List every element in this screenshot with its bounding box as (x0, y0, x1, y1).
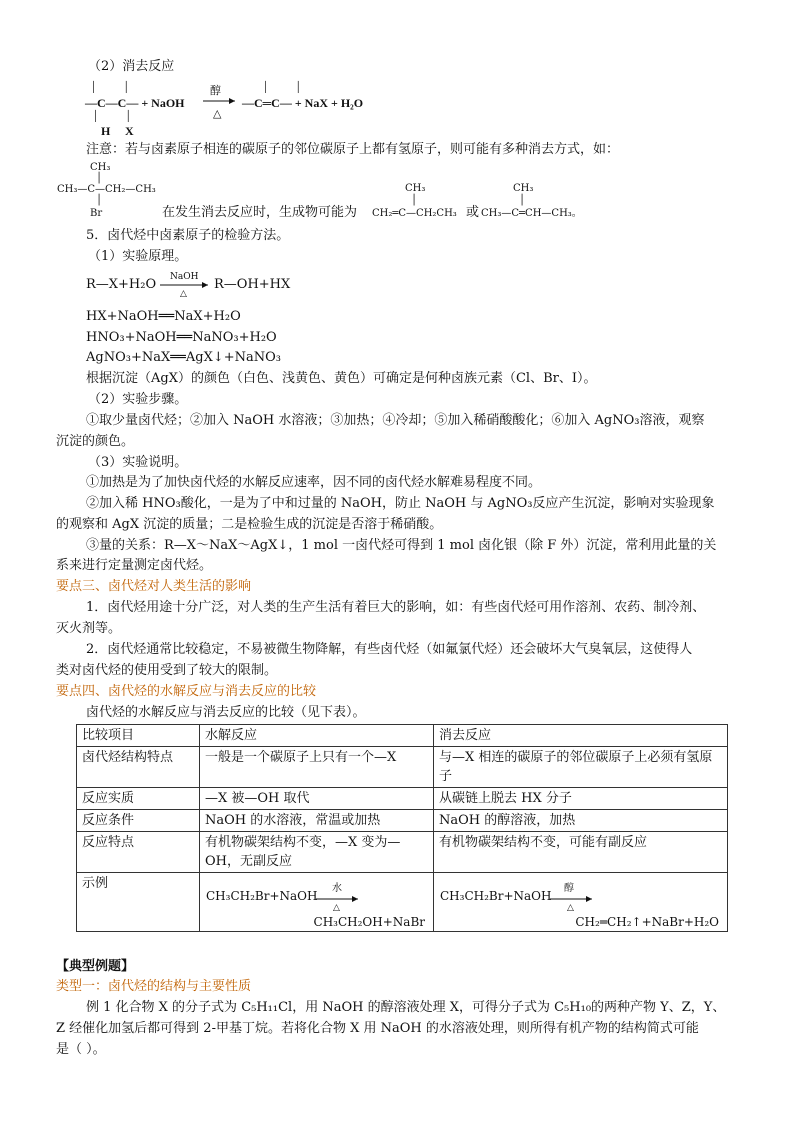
example-elimination-cell (434, 873, 728, 932)
product1-ch3: CH₃ (405, 183, 426, 194)
example-1-line1: 例 1 化合物 X 的分子式为 C₅H₁₁Cl，用 NaOH 的醇溶液处理 X，可得分子式为 C₅H₁₀的两种产物 Y、Z，Y、 (86, 1000, 726, 1015)
eq-below-h: H (101, 124, 111, 138)
explain-2-line2: 的观察和 AgX 沉淀的质量；二是检验生成的沉淀是否溶于稀硝酸。 (56, 517, 443, 532)
section-5-1: （1）实验原理。 (88, 249, 188, 264)
table-cell: 示例 (77, 873, 200, 932)
product1: CH₂═C—CH₂CH₃ (372, 208, 457, 219)
table-row (77, 747, 728, 788)
ex-hydrolysis-top: 水 (332, 883, 342, 894)
eq4: AgNO₃+NaX══AgX↓+NaNO₃ (86, 350, 281, 365)
eq-arrow-bottom: △ (213, 107, 222, 120)
ex-hydrolysis-bottom: △ (333, 903, 340, 913)
table-row (77, 832, 728, 873)
eq1-right: R—OH+HX (214, 277, 291, 292)
product2: CH₃—C═CH—CH₃。 (481, 208, 582, 219)
note-continue: 在发生消去反应时，生成物可能为 (162, 205, 358, 220)
table-cell: 反应特点 (77, 832, 200, 873)
eq1-top: NaOH (170, 272, 199, 282)
ex-elimination-bottom: △ (567, 903, 574, 913)
keypoint-4-title: 要点四、卤代烃的水解反应与消去反应的比较 (56, 684, 317, 699)
type-1-title: 类型一：卤代烃的结构与主要性质 (56, 979, 252, 994)
section-5-3: （3）实验说明。 (88, 455, 188, 470)
table-cell: 反应条件 (77, 810, 200, 832)
table-cell: 有机物碳架结构不变，—X 变为—OH，无副反应 (200, 832, 434, 873)
keypoint-3-p1-line2: 灭火剂等。 (56, 621, 122, 636)
table-row (77, 810, 728, 832)
table-cell: —X 被—OH 取代 (200, 788, 434, 810)
note-mol-ch3: CH₃ (90, 162, 111, 173)
eq1-left: R—X+H₂O (86, 277, 157, 292)
or-text: 或 (466, 205, 480, 220)
table-row (77, 873, 728, 932)
typical-examples-title: 【典型例题】 (56, 959, 135, 974)
eq-below-x: X (125, 124, 134, 138)
explain-1: ①加热是为了加快卤代烃的水解反应速率，因不同的卤代烃水解难易程度不同。 (86, 475, 542, 490)
keypoint-3-p2-line1: 2．卤代烃通常比较稳定，不易被微生物降解，有些卤代烃（如氟氯代烃）还会破坏大气臭氧层，这使得人 (86, 642, 693, 657)
ex-elimination-top: 醇 (564, 883, 574, 894)
steps-line1: ①取少量卤代烃；②加入 NaOH 水溶液；③加热；④冷却；⑤加入稀硝酸酸化；⑥加入 AgNO₃溶液，观察 (86, 413, 705, 428)
eq2: HX+NaOH══NaX+H₂O (86, 309, 241, 324)
explain-3-line2: 系来进行定量测定卤代烃。 (56, 558, 213, 573)
note-mol-chain: CH₃—C—CH₂—CH₃ (57, 184, 156, 195)
comparison-table (76, 724, 728, 932)
table-cell: 从碳链上脱去 HX 分子 (434, 788, 728, 810)
section-2-title: （2）消去反应 (88, 59, 175, 74)
note-mol-br: Br (90, 208, 103, 219)
table-cell: 反应实质 (77, 788, 200, 810)
keypoint-3-title: 要点三、卤代烃对人类生活的影响 (56, 579, 252, 594)
ex-hydrolysis-left: CH₃CH₂Br+NaOH (206, 889, 318, 903)
eq-arrow-top: 醇 (210, 84, 221, 97)
example-hydrolysis-cell (200, 873, 434, 932)
table-cell: 与—X 相连的碳原子的邻位碳原子上必须有氢原子 (434, 747, 728, 788)
eq-reactant: —C—C— + NaOH (85, 96, 185, 110)
table-cell: NaOH 的水溶液，常温或加热 (200, 810, 434, 832)
table-header: 比较项目 (77, 725, 200, 747)
ex-elimination-left: CH₃CH₂Br+NaOH (440, 889, 552, 903)
eq1-bottom: △ (180, 289, 187, 299)
explain-3-line1: ③量的关系：R—X～NaX～AgX↓，1 mol 一卤代烃可得到 1 mol 卤化银（除 F 外）沉淀，常利用此量的关 (86, 538, 717, 553)
table-header: 消去反应 (434, 725, 728, 747)
explain-2-line1: ②加入稀 HNO₃酸化，一是为了中和过量的 NaOH，防止 NaOH 与 AgNO₃反应产生沉淀，影响对实验现象 (86, 496, 715, 511)
table-header-row (77, 725, 728, 747)
table-cell: 有机物碳架结构不变，可能有副反应 (434, 832, 728, 873)
keypoint-3-p1-line1: 1．卤代烃用途十分广泛，对人类的生产生活有着巨大的影响，如：有些卤代烃可用作溶剂、农药、制冷剂、 (86, 600, 706, 615)
section-5-title: 5．卤代烃中卤素原子的检验方法。 (86, 228, 290, 243)
ex-elimination-right: CH₂═CH₂↑+NaBr+H₂O (575, 915, 719, 929)
table-cell: NaOH 的醇溶液，加热 (434, 810, 728, 832)
ex-hydrolysis-right: CH₃CH₂OH+NaBr (313, 915, 425, 929)
product2-ch3: CH₃ (513, 183, 534, 194)
eq3: HNO₃+NaOH══NaNO₃+H₂O (86, 330, 277, 345)
example-1-line3: 是（ ）。 (56, 1042, 106, 1057)
note-text: 注意：若与卤素原子相连的碳原子的邻位碳原子上都有氢原子，则可能有多种消去方式，如： (86, 142, 620, 157)
table-header: 水解反应 (200, 725, 434, 747)
example-1-line2: Z 经催化加氢后都可得到 2-甲基丁烷。若将化合物 X 用 NaOH 的水溶液处理，则所得有机产物的结构简式可能 (56, 1021, 699, 1036)
table-cell: 一般是一个碳原子上只有一个—X (200, 747, 434, 788)
eq-note: 根据沉淀（AgX）的颜色（白色、浅黄色、黄色）可确定是何种卤族元素（Cl、Br、I）。 (86, 371, 597, 386)
keypoint-4-intro: 卤代烃的水解反应与消去反应的比较（见下表）。 (86, 705, 366, 720)
table-cell: 卤代烃结构特点 (77, 747, 200, 788)
section-5-2: （2）实验步骤。 (88, 392, 188, 407)
keypoint-3-p2-line2: 类对卤代烃的使用受到了较大的限制。 (56, 663, 278, 678)
steps-line2: 沉淀的颜色。 (56, 434, 135, 449)
table-row (77, 788, 728, 810)
eq-product: —C═C— + NaX + H₂O (242, 96, 364, 110)
